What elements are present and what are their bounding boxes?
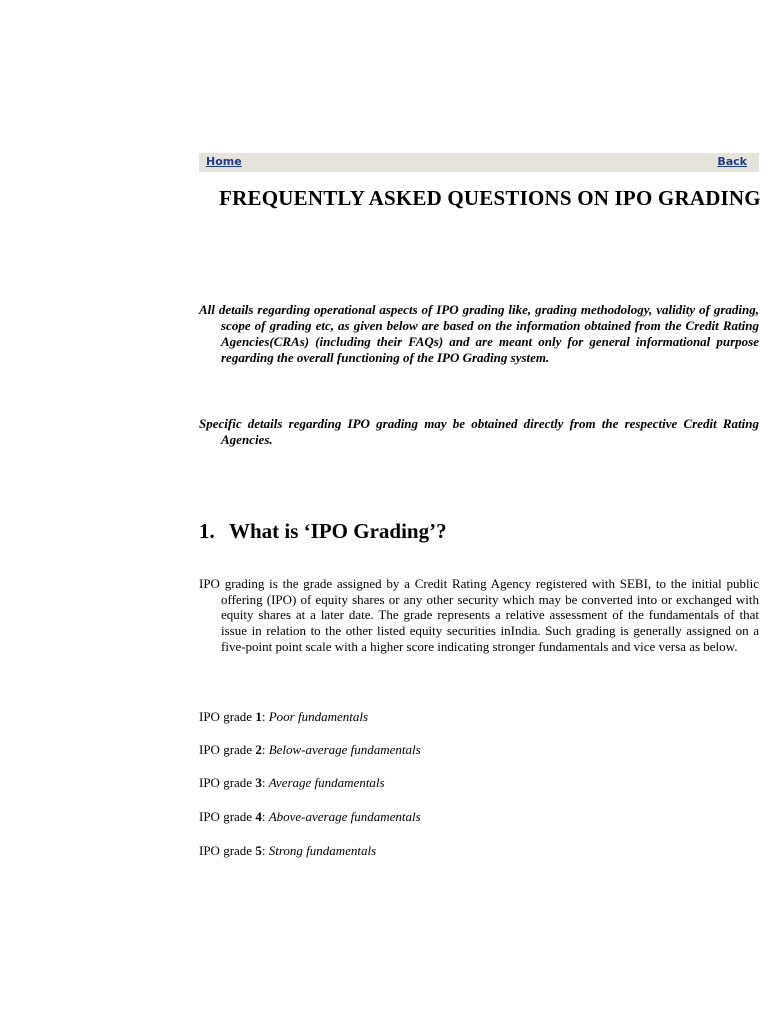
grade-number: 3 (255, 775, 262, 790)
specific-details-note: Specific details regarding IPO grading may be obtained directly from the respective Credit Rating Agencies. (199, 416, 759, 447)
grade-prefix: IPO grade (199, 709, 253, 724)
grade-description: Above-average fundamentals (268, 809, 421, 824)
question-number: 1. (199, 519, 215, 543)
question-heading (199, 518, 447, 544)
nav-bar (199, 153, 759, 172)
grade-item-2: IPO grade 2: Below-average fundamentals (199, 742, 421, 757)
answer-paragraph: IPO grading is the grade assigned by a Credit Rating Agency registered with SEBI, to the initial public offering (IPO) of equity shares or any other security which may be converted into or exchanged with equity shares at a later date. The grade represents a relative assessment of the fundamentals of that issue in relation to the other listed equity securities inIndia. Such grading is generally assigned on a five-point point scale with a higher score indicating stronger fundamentals and vice versa as below. (199, 576, 759, 654)
grade-item-4: IPO grade 4: Above-average fundamentals (199, 809, 421, 824)
grade-prefix: IPO grade (199, 742, 253, 757)
grade-description: Strong fundamentals (268, 843, 377, 858)
grade-number: 1 (255, 709, 262, 724)
grade-item-3: IPO grade 3: Average fundamentals (199, 775, 385, 790)
grade-prefix: IPO grade (199, 809, 253, 824)
grade-number: 2 (255, 742, 262, 757)
grade-description: Below-average fundamentals (268, 742, 421, 757)
grade-description: Average fundamentals (268, 775, 385, 790)
question-text: What is ‘IPO Grading’? (229, 519, 447, 543)
grade-prefix: IPO grade (199, 843, 253, 858)
home-link[interactable]: Home (206, 155, 242, 168)
grade-description: Poor fundamentals (268, 709, 369, 724)
back-link[interactable]: Back (717, 155, 747, 168)
grade-prefix: IPO grade (199, 775, 253, 790)
grade-number: 5 (255, 843, 262, 858)
grade-item-1: IPO grade 1: Poor fundamentals (199, 709, 369, 724)
grade-number: 4 (255, 809, 262, 824)
grade-item-5: IPO grade 5: Strong fundamentals (199, 843, 377, 858)
disclaimer-paragraph: All details regarding operational aspects of IPO grading like, grading methodology, validity of grading, scope of grading etc, as given below are based on the information obtained from the Credit Rating Agencies(CRAs) (including their FAQs) and are meant only for general informational purpose regarding the overall functioning of the IPO Grading system. (199, 302, 759, 365)
page-title: FREQUENTLY ASKED QUESTIONS ON IPO GRADING (219, 186, 761, 210)
